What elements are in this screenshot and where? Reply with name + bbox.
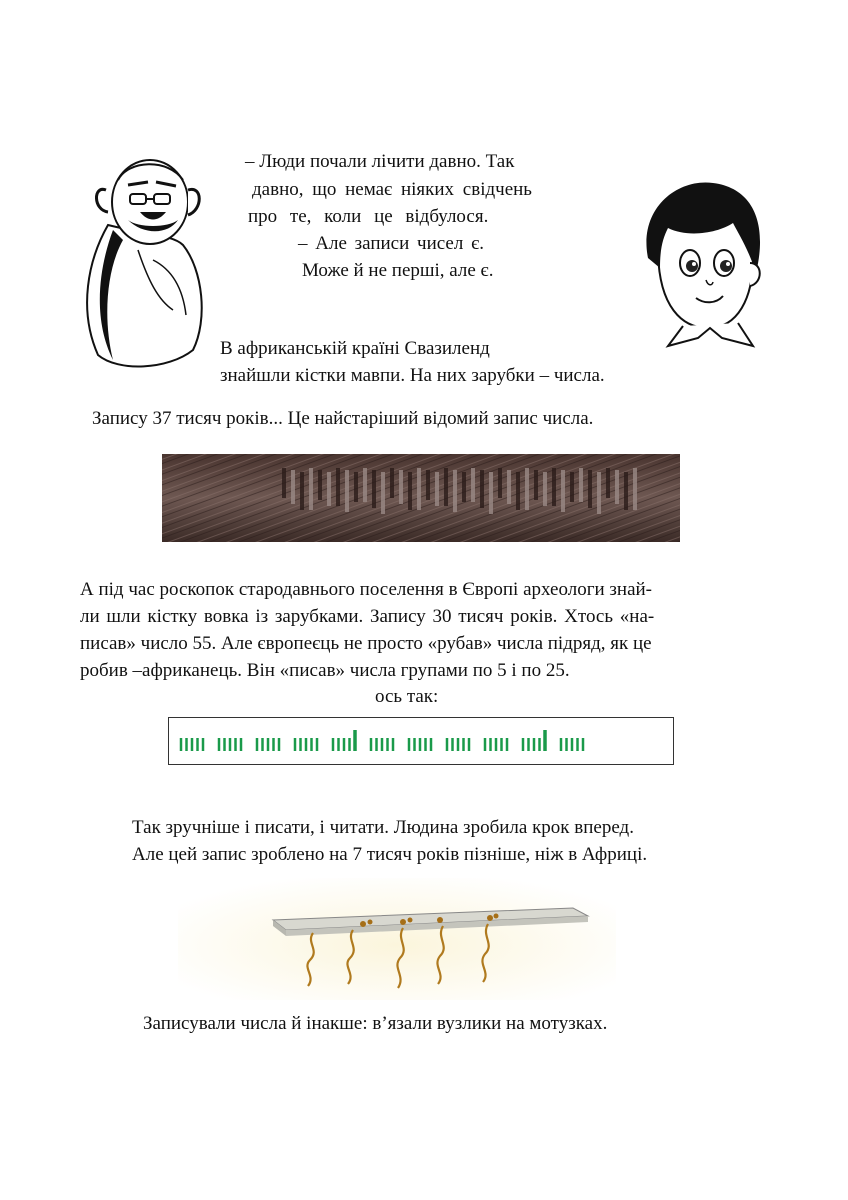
bone-notch [624, 472, 628, 510]
bone-notch [615, 470, 619, 504]
bone-notch [390, 468, 394, 498]
oldest-record-text: Запису 37 тисяч років... Це найстаріший відомий запис числа. [92, 408, 594, 429]
bone-notch [633, 468, 637, 510]
boy-illustration [638, 178, 770, 348]
bone-notch [408, 472, 412, 510]
bone-notch [300, 472, 304, 510]
dialogue-line-2: давно, що немає ніяких свідчень [252, 179, 532, 200]
bone-notch [318, 470, 322, 500]
swaziland-line-2: знайшли кістки мавпи. На них зарубки – числа. [220, 365, 605, 386]
bone-notch [372, 470, 376, 508]
bone-notch [354, 472, 358, 502]
bone-notch [417, 468, 421, 510]
bone-notch [525, 468, 529, 510]
bone-notch [489, 472, 493, 514]
bone-notch [381, 472, 385, 514]
bone-notch [570, 472, 574, 502]
tally-marks [169, 718, 672, 763]
knots-caption: Записували числа й інакше: в’язали вузлики на мотузках. [143, 1013, 608, 1034]
bone-notch [516, 472, 520, 510]
bone-notch [606, 468, 610, 498]
bone-notch [552, 468, 556, 506]
conclusion-line-1: Так зручніше і писати, і читати. Людина зробила крок вперед. [132, 817, 634, 838]
bone-notch [579, 468, 583, 502]
bone-notch [435, 472, 439, 506]
bone-notch [426, 470, 430, 500]
bone-notch [498, 468, 502, 498]
europe-line-3: писав» число 55. Але європеєць не просто «рубав» числа підряд, як це [80, 633, 652, 654]
bone-notch [291, 470, 295, 504]
bone-notch [561, 470, 565, 512]
bone-notch [534, 470, 538, 500]
bone-notch [282, 468, 286, 498]
bone-notch [336, 468, 340, 506]
europe-line-1: А під час роскопок стародавнього поселення в Європі археологи знай- [80, 579, 653, 600]
bone-notch [327, 472, 331, 506]
bone-notch [345, 470, 349, 512]
bone-notch [444, 468, 448, 506]
dialogue-line-4: – Але записи чисел є. [298, 233, 484, 254]
ost-tak-label: ось так: [375, 686, 439, 707]
bone-notch [363, 468, 367, 502]
bone-notch [507, 470, 511, 504]
bone-notch [588, 470, 592, 508]
bone-notch [471, 468, 475, 502]
bone-notch [462, 472, 466, 502]
europe-line-2: ли шли кістку вовка із зарубками. Запису 30 тисяч років. Хтось «на- [80, 606, 655, 627]
dialogue-line-1: – Люди почали лічити давно. Так [245, 151, 515, 172]
dialogue-line-3: про те, коли це відбулося. [248, 206, 489, 227]
bone-notch [453, 470, 457, 512]
swaziland-line-1: В африканській країні Свазиленд [220, 338, 490, 359]
bone-notch [480, 470, 484, 508]
monkey-bone-photo [162, 454, 680, 542]
dialogue-line-5: Може й не перші, але є. [302, 260, 494, 281]
conclusion-line-2: Але цей запис зроблено на 7 тисяч років пізніше, ніж в Африці. [132, 844, 648, 865]
bone-notch [597, 472, 601, 514]
europe-line-4: робив –африканець. Він «писав» числа групами по 5 і по 25. [80, 660, 570, 681]
bone-notch [399, 470, 403, 504]
tally-marks-box [168, 717, 674, 765]
bone-notch [309, 468, 313, 510]
knotted-ropes-illustration [178, 878, 616, 1000]
bone-notch [543, 472, 547, 506]
old-man-illustration [78, 150, 213, 372]
